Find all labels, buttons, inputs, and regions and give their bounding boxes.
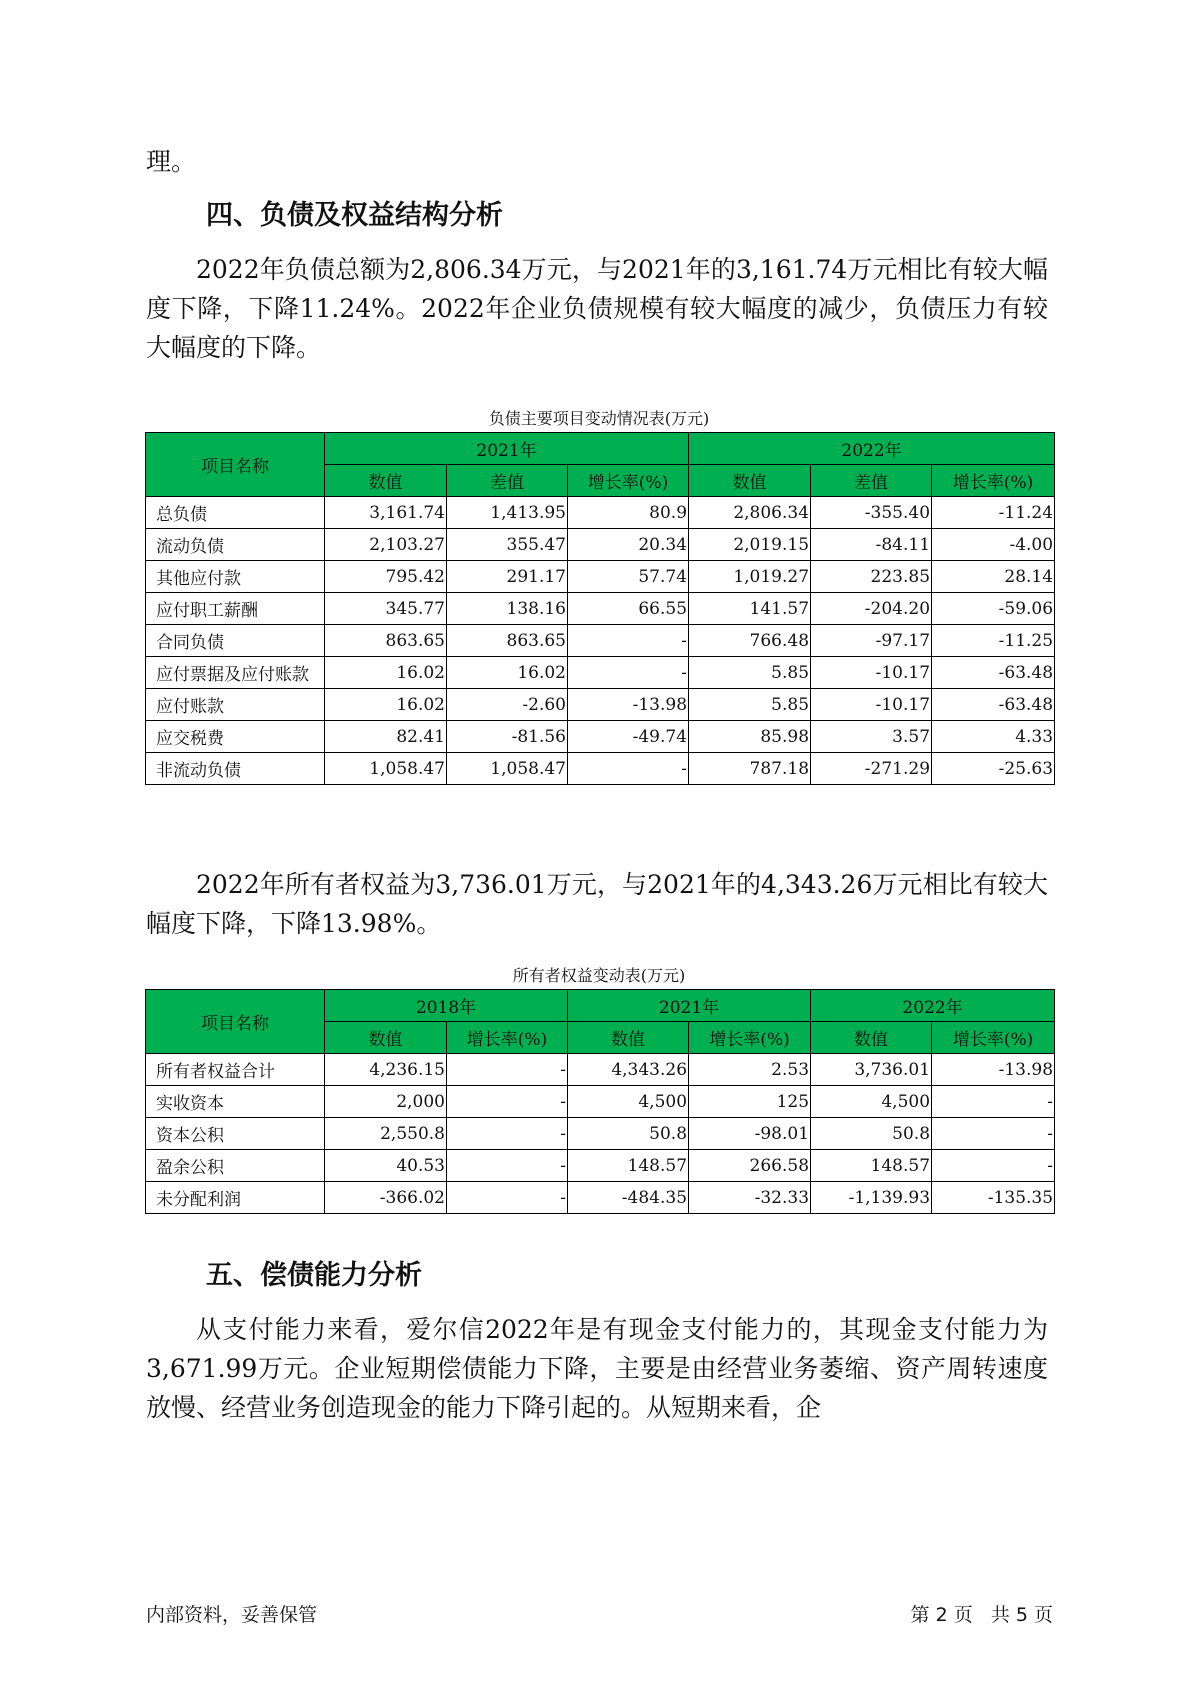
table-row	[146, 657, 1055, 689]
table-row	[146, 497, 1055, 529]
year-header-2018: 2018年	[325, 990, 568, 1022]
table-cell: -	[568, 657, 689, 689]
liabilities-table-body	[146, 497, 1055, 785]
table-cell: 2,550.8	[325, 1118, 447, 1150]
year-header-2021: 2021年	[325, 433, 689, 465]
table-cell: -	[932, 1118, 1055, 1150]
table-cell: 16.02	[447, 657, 568, 689]
table-cell: -	[932, 1150, 1055, 1182]
table-cell: 4.33	[932, 721, 1055, 753]
sub-header-value: 数值	[689, 465, 811, 497]
table-cell: -	[447, 1182, 568, 1214]
table-cell: 1,058.47	[447, 753, 568, 785]
table-cell: -13.98	[568, 689, 689, 721]
table-row	[146, 721, 1055, 753]
section-5-heading: 五、偿债能力分析	[206, 1260, 422, 1291]
footer-page-number: 第 2 页 共 5 页	[910, 1604, 1053, 1626]
year-header-2022: 2022年	[689, 433, 1055, 465]
table-cell: 1,019.27	[689, 561, 811, 593]
table-cell: 795.42	[325, 561, 447, 593]
table-cell: 2,103.27	[325, 529, 447, 561]
table-cell: 787.18	[689, 753, 811, 785]
table-cell: -1,139.93	[811, 1182, 932, 1214]
table-cell: 16.02	[325, 657, 447, 689]
table-cell: -49.74	[568, 721, 689, 753]
liabilities-table	[145, 432, 1055, 785]
liabilities-table-caption: 负债主要项目变动情况表(万元)	[488, 409, 710, 428]
table-cell: 80.9	[568, 497, 689, 529]
table-cell: 66.55	[568, 593, 689, 625]
table-cell: -	[447, 1054, 568, 1086]
table-cell: -10.17	[811, 657, 932, 689]
table-cell: 138.16	[447, 593, 568, 625]
table-cell: 863.65	[447, 625, 568, 657]
table-cell: 4,343.26	[568, 1054, 689, 1086]
table-cell: 4,236.15	[325, 1054, 447, 1086]
table-cell: -63.48	[932, 689, 1055, 721]
table-cell: -98.01	[689, 1118, 811, 1150]
table-cell: -25.63	[932, 753, 1055, 785]
sub-header-value: 数值	[325, 1022, 447, 1054]
table-cell: 5.85	[689, 689, 811, 721]
table-cell: -135.35	[932, 1182, 1055, 1214]
table-cell: -355.40	[811, 497, 932, 529]
row-item-name: 应付票据及应付账款	[146, 657, 325, 689]
table-cell: 355.47	[447, 529, 568, 561]
table-cell: 223.85	[811, 561, 932, 593]
row-item-name: 未分配利润	[146, 1182, 325, 1214]
sub-header-value: 数值	[811, 1022, 932, 1054]
table-cell: 291.17	[447, 561, 568, 593]
table-cell: -	[568, 625, 689, 657]
table-cell: 2,019.15	[689, 529, 811, 561]
table-row	[146, 1150, 1055, 1182]
table-cell: 40.53	[325, 1150, 447, 1182]
table-cell: -4.00	[932, 529, 1055, 561]
sub-header-growth-rate: 增长率(%)	[689, 1022, 811, 1054]
table-cell: 20.34	[568, 529, 689, 561]
table-cell: -59.06	[932, 593, 1055, 625]
row-item-name: 流动负债	[146, 529, 325, 561]
table-row	[146, 593, 1055, 625]
equity-table-body	[146, 1054, 1055, 1214]
table-cell: 125	[689, 1086, 811, 1118]
equity-table	[145, 989, 1055, 1214]
table-row	[146, 753, 1055, 785]
row-item-name: 盈余公积	[146, 1150, 325, 1182]
table-cell: -484.35	[568, 1182, 689, 1214]
table-cell: 3,736.01	[811, 1054, 932, 1086]
row-item-name: 应付账款	[146, 689, 325, 721]
sub-header-growth-rate: 增长率(%)	[932, 1022, 1055, 1054]
table-row	[146, 1182, 1055, 1214]
table-cell: -11.25	[932, 625, 1055, 657]
table-cell: 57.74	[568, 561, 689, 593]
table-cell: -63.48	[932, 657, 1055, 689]
table-cell: -271.29	[811, 753, 932, 785]
table-row	[146, 561, 1055, 593]
table-cell: 85.98	[689, 721, 811, 753]
table-cell: 50.8	[568, 1118, 689, 1150]
table-cell: 148.57	[811, 1150, 932, 1182]
table-row	[146, 1086, 1055, 1118]
sub-header-growth-rate: 增长率(%)	[568, 465, 689, 497]
sub-header-growth-rate: 增长率(%)	[447, 1022, 568, 1054]
column-header-item-name: 项目名称	[146, 990, 325, 1054]
table-row	[146, 1054, 1055, 1086]
row-item-name: 应付职工薪酬	[146, 593, 325, 625]
table-cell: -32.33	[689, 1182, 811, 1214]
table-row	[146, 689, 1055, 721]
table-cell: 4,500	[811, 1086, 932, 1118]
table-cell: -81.56	[447, 721, 568, 753]
table-cell: -	[447, 1118, 568, 1150]
table-cell: -84.11	[811, 529, 932, 561]
row-item-name: 资本公积	[146, 1118, 325, 1150]
table-cell: -2.60	[447, 689, 568, 721]
row-item-name: 所有者权益合计	[146, 1054, 325, 1086]
row-item-name: 总负债	[146, 497, 325, 529]
solvency-paragraph: 从支付能力来看，爱尔信2022年是有现金支付能力的，其现金支付能力为3,671.99万元。企业短期偿债能力下降，主要是由经营业务萎缩、资产周转速度放慢、经营业务创造现金的能力下降引起的。从短期来看，企	[146, 1315, 1048, 1422]
table-cell: 28.14	[932, 561, 1055, 593]
equity-table-caption: 所有者权益变动表(万元)	[512, 966, 686, 985]
table-cell: 3.57	[811, 721, 932, 753]
table-cell: 2,000	[325, 1086, 447, 1118]
table-cell: 82.41	[325, 721, 447, 753]
row-item-name: 实收资本	[146, 1086, 325, 1118]
footer-confidential-note: 内部资料，妥善保管	[146, 1604, 318, 1626]
table-cell: 3,161.74	[325, 497, 447, 529]
sub-header-value: 数值	[325, 465, 447, 497]
table-cell: 16.02	[325, 689, 447, 721]
table-cell: 266.58	[689, 1150, 811, 1182]
table-row	[146, 1118, 1055, 1150]
table-cell: -	[932, 1086, 1055, 1118]
sub-header-growth-rate: 增长率(%)	[932, 465, 1055, 497]
liabilities-paragraph: 2022年负债总额为2,806.34万元，与2021年的3,161.74万元相比有较大幅度下降，下降11.24%。2022年企业负债规模有较大幅度的减少，负债压力有较大幅度的下降。	[146, 255, 1048, 362]
column-header-item-name: 项目名称	[146, 433, 325, 497]
table-cell: 1,413.95	[447, 497, 568, 529]
table-row	[146, 529, 1055, 561]
row-item-name: 应交税费	[146, 721, 325, 753]
table-cell: 5.85	[689, 657, 811, 689]
table-cell: 141.57	[689, 593, 811, 625]
row-item-name: 其他应付款	[146, 561, 325, 593]
table-cell: -204.20	[811, 593, 932, 625]
intro-tail-paragraph: 理。	[146, 147, 197, 176]
table-cell: -11.24	[932, 497, 1055, 529]
table-cell: 4,500	[568, 1086, 689, 1118]
section-4-heading: 四、负债及权益结构分析	[206, 200, 503, 231]
table-cell: 50.8	[811, 1118, 932, 1150]
table-cell: -	[447, 1086, 568, 1118]
table-cell: -97.17	[811, 625, 932, 657]
row-item-name: 非流动负债	[146, 753, 325, 785]
table-cell: 1,058.47	[325, 753, 447, 785]
row-item-name: 合同负债	[146, 625, 325, 657]
table-cell: 148.57	[568, 1150, 689, 1182]
table-cell: 345.77	[325, 593, 447, 625]
table-cell: 863.65	[325, 625, 447, 657]
table-cell: -13.98	[932, 1054, 1055, 1086]
year-header-2021: 2021年	[568, 990, 811, 1022]
table-cell: -366.02	[325, 1182, 447, 1214]
table-cell: 2.53	[689, 1054, 811, 1086]
table-cell: 2,806.34	[689, 497, 811, 529]
year-header-2022: 2022年	[811, 990, 1055, 1022]
table-cell: -10.17	[811, 689, 932, 721]
sub-header-difference: 差值	[447, 465, 568, 497]
sub-header-value: 数值	[568, 1022, 689, 1054]
table-cell: -	[447, 1150, 568, 1182]
table-cell: 766.48	[689, 625, 811, 657]
table-cell: -	[568, 753, 689, 785]
sub-header-difference: 差值	[811, 465, 932, 497]
equity-paragraph: 2022年所有者权益为3,736.01万元，与2021年的4,343.26万元相比有较大幅度下降，下降13.98%。	[146, 870, 1048, 938]
table-row	[146, 625, 1055, 657]
